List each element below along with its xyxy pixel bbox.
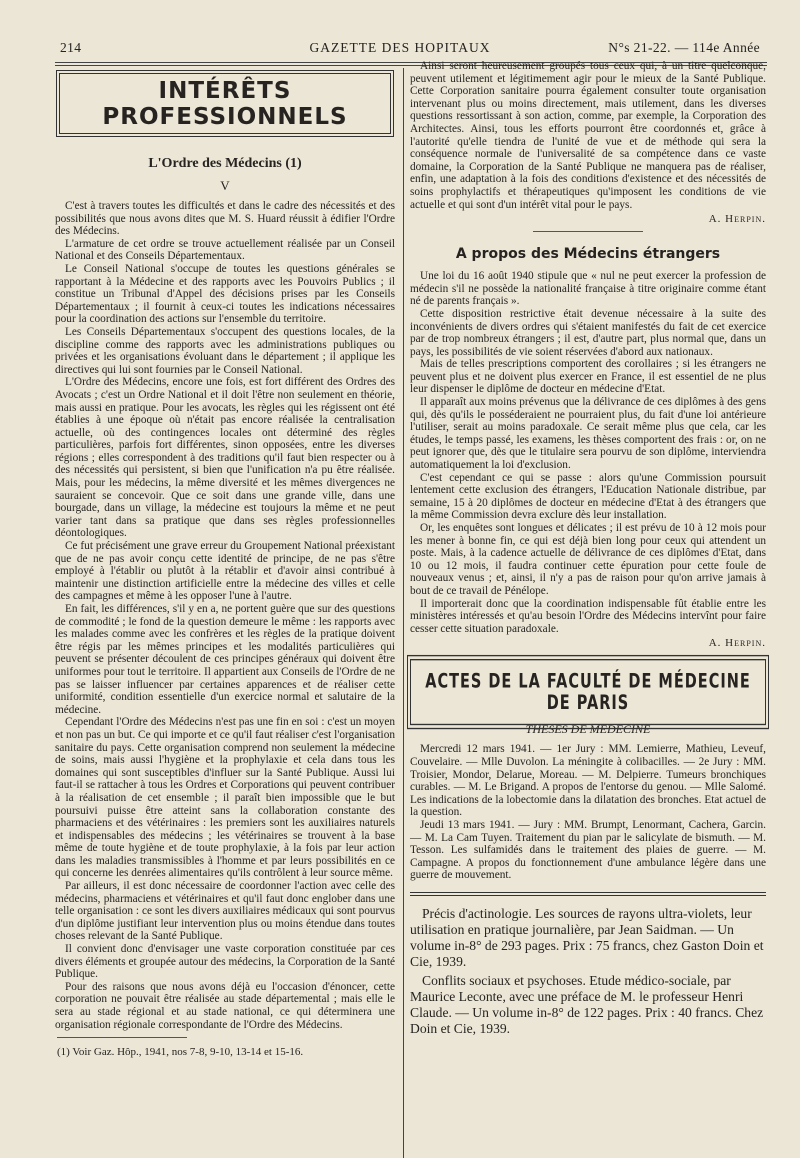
journal-title: GAZETTE DES HOPITAUX — [309, 40, 491, 55]
column-rule — [403, 68, 404, 1158]
paragraph: Ainsi seront heureusement groupés tous ceux qui, à un titre quelconque, peuvent utilement et légitimement agir pour le mieux de la Santé Publique. Cette Corporation sanitaire pourra également consulter toute organisation intervenant plus ou moins directement, mais utilement, dans les diverses questions ressortissant à son action, comme, par exemple, la Corporation des Architectes. Ainsi, tous les efforts pourront être coordonnés et, grâce à l'autorité qu'elle tiendra de l'unité de vue et de méthode qui sera la conséquence normale de l'universalité de sa compétence dans ce vaste domaine, la Corporation de la Santé Publique ne manquera pas de réaliser, enfin, une adaptation à la fois des conditions d'existence et des nécessités de soins prophylactifs et thérapeutiques qu'imposent les conditions de vie actuelle et qui sont d'un intérêt vital pour le pays. — [410, 60, 766, 211]
theses-entry: Jeudi 13 mars 1941. — Jury : MM. Brumpt, Lenormant, Cachera, Garcin. — M. La Cam Tuyen. Traitement du pian par le salicylate de bismuth. — M. Tesson. Les sulfamidés dans le traitement des plaies de guerre. — M. Campagne. A propos du fonctionnement d'une ambulance légère dans une guerre de mouvement. — [410, 818, 766, 882]
article-title: L'Ordre des Médecins (1) — [148, 156, 302, 171]
paragraph: L'Ordre des Médecins, encore une fois, est fort différent des Ordres des Avocats ; c'est un Ordre National et il doit l'être non seulement en théorie, mais aussi en pratique. Pour les avocats, les règles qui les régissent ont été établies à une époque où n'était pas encore réalisée la centralisation actuelle, où des contingences locales ont déterminé des règles particulières, parfois fort différentes, sinon opposées, entre les diverses régions ; elles correspondent à des traditions qu'il faut bien respecter ou à des nécessités qui persistent, si bien que l'unification n'a pu être réalisée. Mais, pour les médecins, la même diversité et les mêmes divergences ne sauraient se concevoir. Que ce soit dans une grande ville, dans une bourgade, dans un village, la médecine est toujours la même et ne peut varier tant dans sa pratique que dans ses règles professionnelles déontologiques. — [55, 376, 395, 540]
divider — [410, 892, 766, 893]
theses-entry: Mercredi 12 mars 1941. — 1er Jury : MM. Lemierre, Mathieu, Leveuf, Couvelaire. — Mlle Duvolon. La méningite à colibacilles. — 2e Jury : MM. Troisier, Mondor, Delarue, Moreau. — M. Delpierre. Tumeurs bronchiques curables. — M. Le Brigand. A propos de l'entorse du genou. — Mlle Salomé. Les indications de la lobectomie dans la dilatation des bronches. Etat actuel de la question. — [410, 743, 766, 819]
right-column — [410, 60, 766, 1037]
section-title-interets: INTÉRÊTS PROFESSIONNELS — [59, 73, 391, 134]
paragraph: Or, les enquêtes sont longues et délicates ; il est prévu de 10 à 12 mois pour les mener à bonne fin, ce qui est déjà bien long pour ceux qui attendent un poste. Mais, à la cadence actuelle de délivrance de ces diplômes d'Etat, dans 10 ou 12 mois, il faudra continuer cette épuration pour cette foule de nouveaux venus ; et, ainsi, il n'y a pas de raison pour qu'on arrive jamais à bout de ce travail de Pénélope. — [410, 522, 766, 597]
divider — [410, 895, 766, 896]
paragraph: Il apparaît aux moins prévenus que la délivrance de ces diplômes à des gens qui, dès qu'ils le posséderaient ne pourraient plus, du fait d'une loi antérieure l'utiliser, serait au moins paradoxale. Ce serait même plus que cela, car les études, le temps passé, les examens, les thèses comportent des frais : or, on ne peut ignorer que, dès que le titulaire sera pourvu de son diplôme, interviendra automatiquement la loi d'exclusion. — [410, 396, 766, 472]
paragraph: Par ailleurs, il est donc nécessaire de coordonner l'action avec celle des médecins, pharmaciens et vétérinaires et qu'il faut donc englober dans une telle organisation : ce sont les divers auxiliaires médicaux qui sont pourvus d'un diplôme justifiant leur intervention plus ou moins étendue dans toutes choses relevant de la Santé Publique. — [55, 880, 395, 943]
paragraph: Les Conseils Départementaux s'occupent des questions locales, de la discipline comme des rapports avec les administrations publiques ou privées et les organisations évoluant dans le département ; il applique les directives qui lui sont fournies par le Conseil National. — [55, 325, 395, 376]
paragraph: Mais de telles prescriptions comportent des corollaires ; si les étrangers ne peuvent plus et ne doivent plus exercer en France, il est essentiel de ne plus leur dispenser le diplôme de docteur en médecine d'Etat. — [410, 358, 766, 396]
paragraph: Cette disposition restrictive était devenue nécessaire à la suite des inconvénients de divers ordres qui s'étaient manifestés du fait de cet exercice par de trop nombreux étrangers ; il est, d'autre part, plus normal que, dans un pays, les possibilités de vie soient réservées d'abord aux nationaux. — [410, 307, 766, 358]
paragraph: L'armature de cet ordre se trouve actuellement réalisée par un Conseil National et des Conseils Départementaux. — [55, 237, 395, 263]
footnote-rule — [57, 1037, 187, 1038]
paragraph: C'est à travers toutes les difficultés et dans le cadre des nécessités et des possibilités que nous avons dites que M. S. Huard réussit à édifier l'Ordre des Médecins. — [55, 200, 395, 238]
paragraph: Une loi du 16 août 1940 stipule que « nul ne peut exercer la profession de médecin s'il ne possède la nationalité française à titre originaire comme étant né de parents français ». — [410, 270, 766, 308]
issue-label: N°s 21-22. — 114e Année — [608, 40, 760, 55]
signature: A. Herpin. — [708, 213, 766, 226]
paragraph: Il importerait donc que la coordination indispensable fût établie entre les ministères intéressés et qu'au besoin l'Ordre des Médecins intervînt pour faire cesser cette situation paradoxale. — [410, 597, 766, 635]
footnote: (1) Voir Gaz. Hôp., 1941, nos 7-8, 9-10, 13-14 et 15-16. — [57, 1046, 304, 1059]
left-column — [55, 70, 395, 1058]
article-part: V — [220, 178, 230, 193]
paragraph: Le Conseil National s'occupe de toutes les questions générales se rapportant à la Médecine et des rapports avec les Pouvoirs Publics ; il constitue un Tribunal d'Appel des décisions prises par les Conseils Départementaux ; il fournit à ceux-ci toutes les indications nécessaires pour la coordination des actions sur l'ensemble du territoire. — [55, 262, 395, 326]
paragraph: Il convient donc d'envisager une vaste corporation constituée par ces divers éléments et groupée autour des médecins, la Corporation de la Santé Publique. — [55, 943, 395, 981]
signature: A. Herpin. — [708, 637, 766, 650]
page-number: 214 — [60, 40, 82, 55]
section-title-actes: ACTES DE LA FACULTÉ DE MÉDECINE DE PARIS — [410, 659, 766, 725]
paragraph: Cependant l'Ordre des Médecins n'est pas une fin en soi : c'est un moyen et non pas un but. Ce qui importe et ce qu'il faut réaliser c'est l'organisation sanitaire du pays. Cette organisation comprend non seulement la médecine de soins, mais aussi l'hygiène et la prophylaxie et cela dans tous les domaines qui sont susceptibles d'influer sur la Santé Publique. Aussi lui faut-il se rattacher à tous les Ordres et Corporations qui peuvent contribuer à la réalisation de cet ensemble ; il paraît bien impossible que le but poursuivi puisse être atteint sans la collaboration constante des pharmaciens et des vétérinaires : les premiers sont les auxiliaires naturels et indispensables des médecins ; les vétérinaires se trouvent à la base même de toute hygiène et de toute prophylaxie, à la fois par leur action dans les maladies transmissibles à l'homme et par leurs possibilités en ce qui concerne les denrées alimentaires qu'ils contrôlent à leur source même. — [55, 716, 395, 880]
book-review: Conflits sociaux et psychoses. Etude médico-sociale, par Maurice Leconte, avec une préface de M. le professeur Henri Claude. — Un volume in-8° de 122 pages. Prix : 40 francs. Chez Doin et Cie, 1939. — [410, 972, 764, 1036]
divider — [533, 231, 643, 232]
article-title: A propos des Médecins étrangers — [455, 246, 721, 263]
paragraph: C'est cependant ce qui se passe : alors qu'une Commission poursuit lentement cette exclusion des étrangers, l'Education Nationale distribue, par semaine, 15 à 20 diplômes de docteur en médecine d'Etat à des étrangers que la même Commission devra exclure dès leur installation. — [410, 471, 766, 522]
paragraph: En fait, les différences, s'il y en a, ne portent guère que sur des questions de commodité ; le fond de la question demeure le même : les rapports avec les malades comme avec les confrères et les règles de la pratique doivent être régis par les mêmes principes et les modalités particulières qui peuvent se présenter découlent de ces principes généraux qui doivent être uniformes pour tout le territoire. Il appartient aux Conseils de l'Ordre de ne pas se laisser influencer par certaines apparences et de réaliser cette uniformité, condition essentielle d'un exercice normal et salutaire de la médecine. — [55, 603, 395, 716]
theses-heading: THESES DE MEDECINE — [525, 722, 651, 737]
paragraph: Pour des raisons que nous avons déjà eu l'occasion d'énoncer, cette corporation ne pouvait être réalisée au stade départemental ; mais elle le sera au stade régional et au stade national, ce qui déterminera une organisation régionale correspondante de l'Ordre des Médecins. — [55, 980, 395, 1031]
book-review: Précis d'actinologie. Les sources de rayons ultra-violets, leur utilisation en pratique journalière, par Jean Saidman. — Un volume in-8° de 293 pages. Prix : 75 francs, chez Gaston Doin et Cie, 1939. — [410, 905, 764, 969]
paragraph: Ce fut précisément une grave erreur du Groupement National préexistant que de ne pas avoir conçu cette identité de principe, de ne pas s'être employé à l'établir ou plutôt à la rétablir et d'avoir ainsi contribué à maintenir une distinction artificielle entre la médecine des villes et celle des campagnes et même à les opposer l'une à l'autre. — [55, 540, 395, 603]
